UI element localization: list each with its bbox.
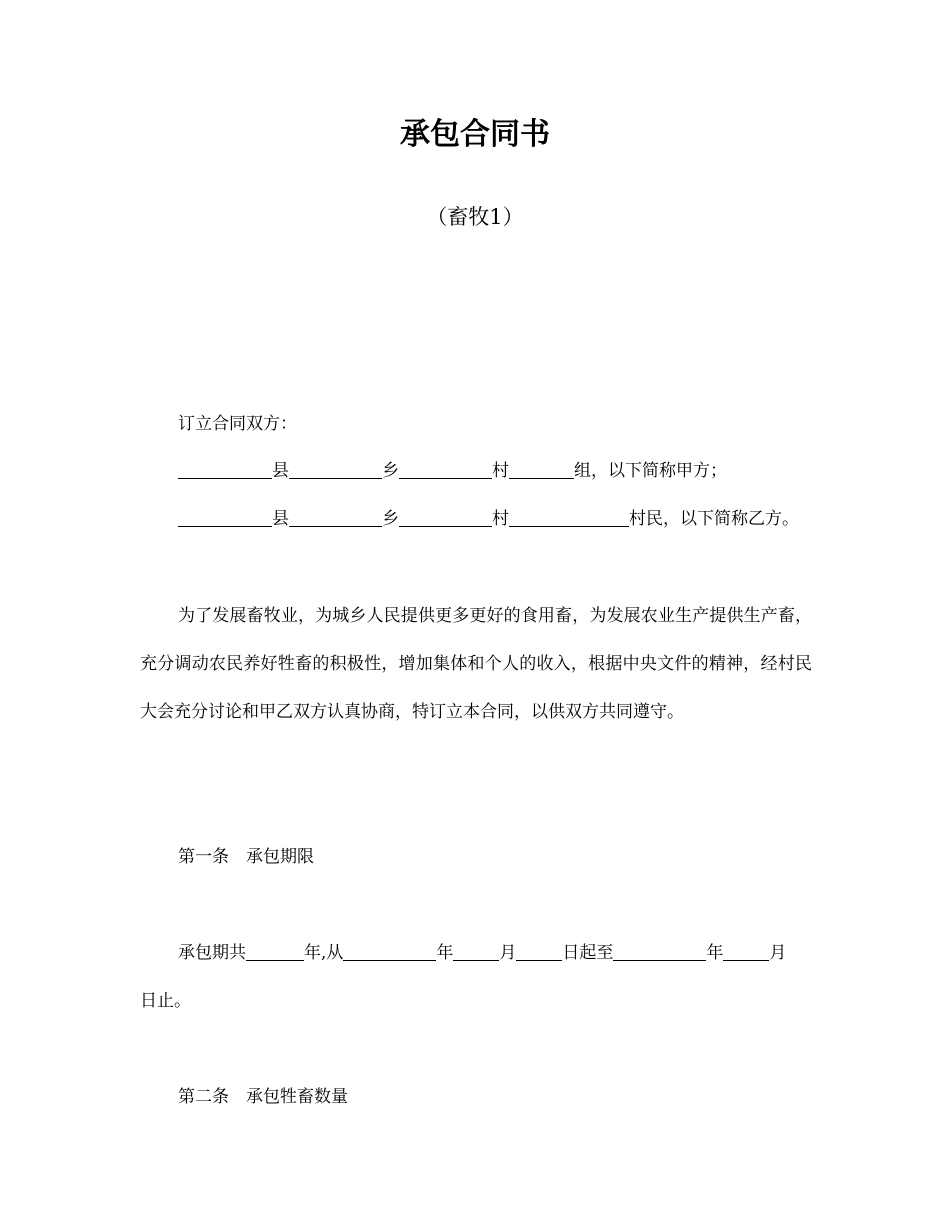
document-subtitle: （畜牧1）	[426, 205, 524, 229]
party-b-villager-label: 村民，以下简称乙方。	[629, 509, 799, 529]
article-1-text: 年	[436, 943, 454, 963]
article-1-text: 承包期共	[178, 943, 246, 963]
blank-field	[289, 460, 382, 479]
article-1-line-1	[178, 941, 786, 965]
blank-field	[178, 508, 272, 527]
blank-field	[246, 942, 304, 961]
blank-field	[399, 460, 492, 479]
preamble-paragraph: 为了发展畜牧业，为城乡人民提供更多更好的食用畜，为发展农业生产提供生产畜，充分调动农民养好牲畜的积极性，增加集体和个人的收入，根据中央文件的精神，经村民大会充分讨论和甲乙双方认真协商，特订立本合同，以供双方共同遵守。	[140, 606, 812, 722]
article-1-text: 年	[706, 943, 724, 963]
blank-field	[343, 942, 436, 961]
article-1-text: 日起至	[562, 943, 614, 963]
party-b-village-label: 村	[492, 509, 509, 529]
blank-field	[516, 942, 562, 961]
document-title: 承包合同书	[400, 117, 550, 152]
blank-field	[723, 942, 769, 961]
party-a-line	[178, 459, 727, 483]
blank-field	[289, 508, 382, 527]
blank-field	[613, 942, 706, 961]
article-2-heading: 第二条 承包牲畜数量	[178, 1087, 348, 1107]
blank-field	[399, 508, 492, 527]
party-a-county-label: 县	[272, 461, 289, 481]
blank-field	[178, 460, 272, 479]
blank-field	[509, 508, 629, 527]
party-b-county-label: 县	[272, 509, 289, 529]
party-a-group-label: 组，以下简称甲方；	[574, 461, 727, 481]
article-1-text: 月	[769, 943, 787, 963]
party-b-township-label: 乡	[382, 509, 399, 529]
parties-intro: 订立合同双方：	[178, 414, 297, 434]
party-a-village-label: 村	[492, 461, 509, 481]
article-1-line-2: 日止。	[140, 991, 191, 1011]
party-a-township-label: 乡	[382, 461, 399, 481]
blank-field	[509, 460, 574, 479]
article-1-heading: 第一条 承包期限	[178, 847, 314, 867]
article-1-text: 月	[499, 943, 517, 963]
article-1-text: 年,从	[304, 943, 344, 963]
blank-field	[453, 942, 499, 961]
party-b-line	[178, 507, 799, 531]
